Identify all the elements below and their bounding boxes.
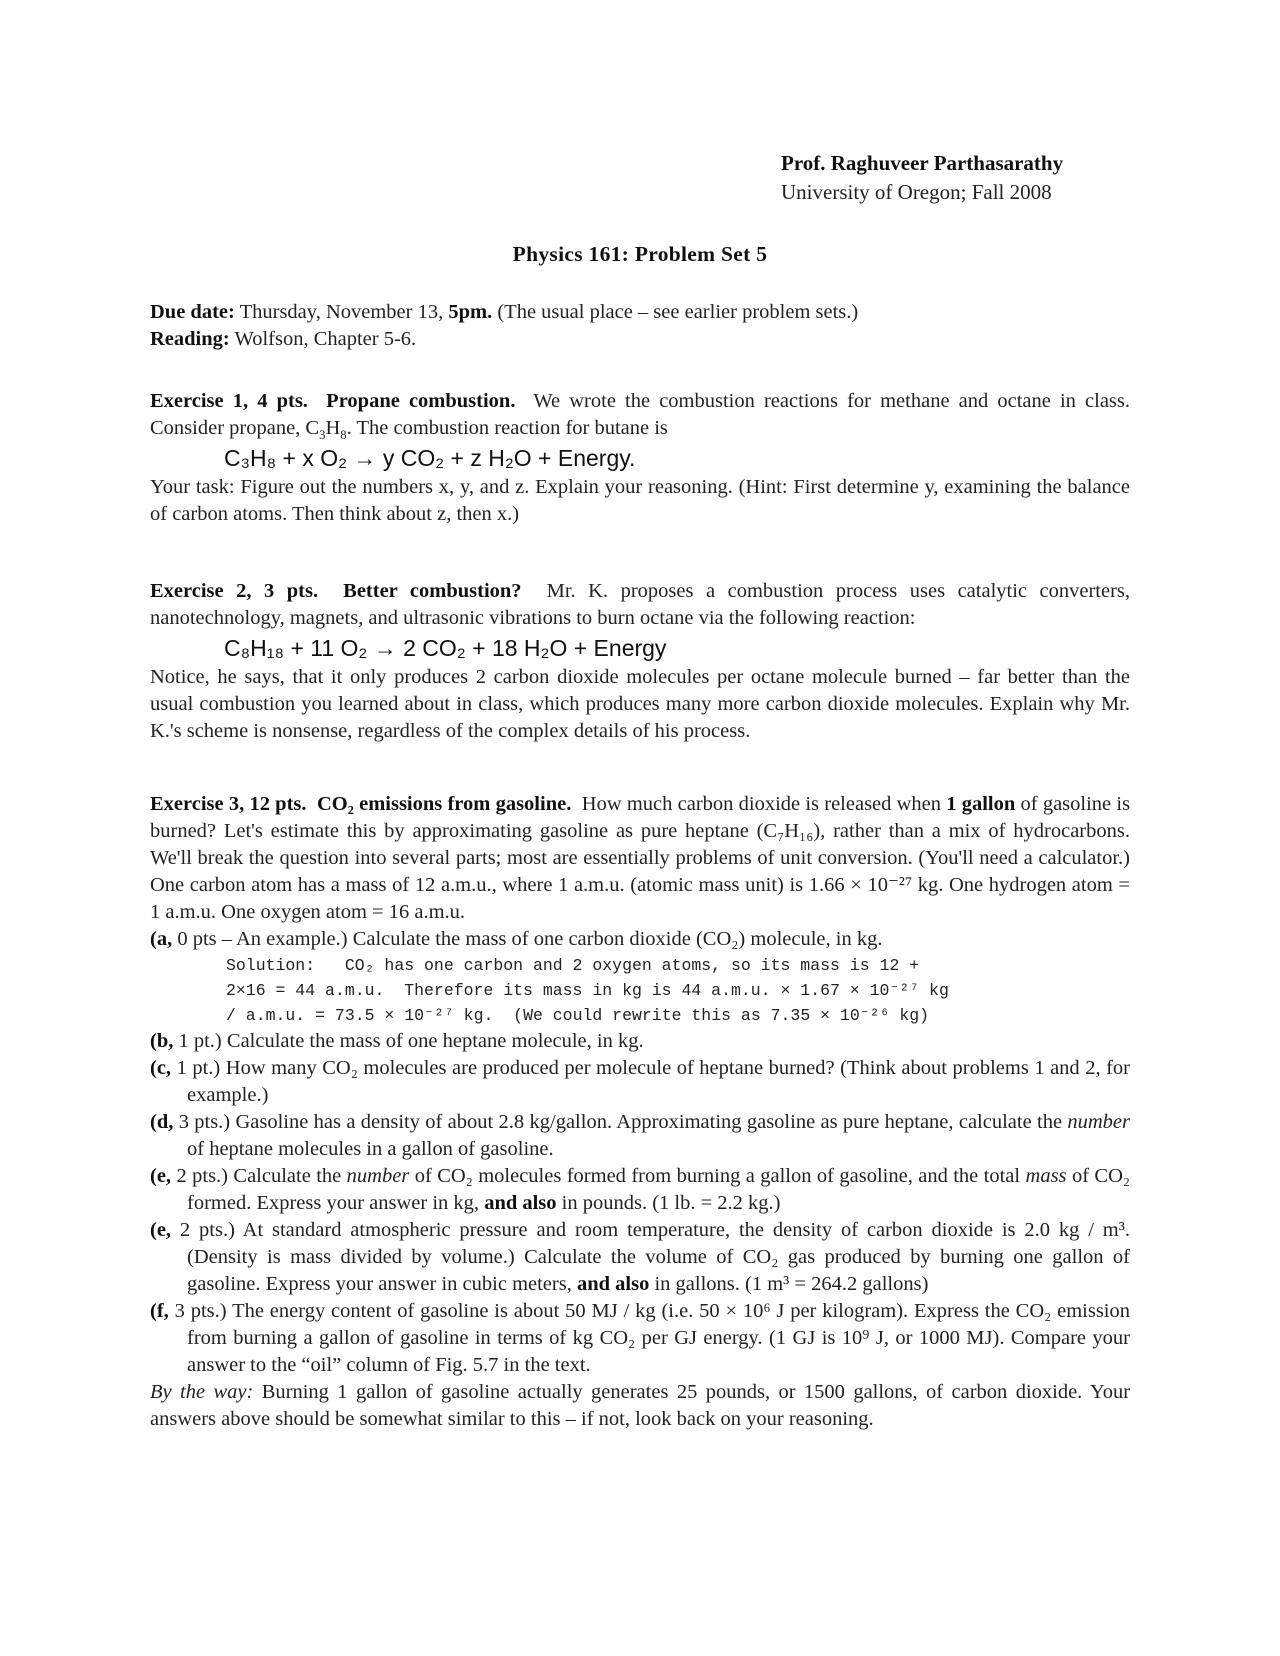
due-line	[150, 299, 1130, 326]
by-the-way	[150, 1379, 1130, 1433]
exercise-2-equation: C₈H₁₈ + 11 O₂ → 2 CO₂ + 18 H₂O + Energy	[224, 635, 667, 661]
reading-label: Reading:	[150, 328, 230, 350]
exercise-3-label: Exercise 3, 12 pts.	[150, 793, 307, 815]
part-c-label: (c,	[150, 1057, 172, 1079]
part-f-label: (f,	[150, 1300, 169, 1322]
part-e2-label: (e,	[150, 1219, 172, 1241]
part-b-points: 1 pt.)	[178, 1030, 222, 1052]
exercise-1-topic: Propane combustion.	[326, 390, 516, 412]
part-e1-text-d: in pounds. (1 lb. = 2.2 kg.)	[561, 1192, 781, 1214]
part-a	[150, 926, 1130, 953]
part-c-points: 1 pt.)	[176, 1057, 221, 1079]
exercise-3-intro-bold: 1 gallon	[946, 793, 1016, 815]
exercise-3-topic: CO₂ emissions from gasoline.	[316, 793, 572, 815]
exercise-3-intro	[150, 791, 1130, 926]
part-e1	[150, 1163, 1130, 1217]
by-the-way-label: By the way:	[150, 1381, 254, 1403]
page-title: Physics 161: Problem Set 5	[512, 242, 768, 266]
exercise-2-body: Notice, he says, that it only produces 2 carbon dioxide molecules per octane molecule burned – far better than the usual combustion you learned about in class, which produces many more carbon dioxide molecules. Explain why Mr. K.'s scheme is nonsense, regardless of the complex details of his process.	[150, 666, 1130, 742]
part-e1-label: (e,	[150, 1165, 172, 1187]
solution-line-3: / a.m.u. = 73.5 × 10⁻²⁷ kg. (We could rewrite this as 7.35 × 10⁻²⁶ kg)	[226, 1006, 930, 1025]
exercise-1	[150, 388, 1130, 528]
exercise-2	[150, 578, 1130, 745]
part-b	[150, 1028, 1130, 1055]
exercise-2-intro	[150, 578, 1130, 632]
part-e1-text-b: of CO₂ molecules formed from burning a gallon of gasoline, and the total	[414, 1165, 1021, 1187]
exercise-3	[150, 791, 1130, 1433]
exercise-2-topic: Better combustion?	[343, 580, 522, 602]
part-d-label: (d,	[150, 1111, 174, 1133]
part-b-label: (b,	[150, 1030, 174, 1052]
part-e1-emphasis-2: mass	[1025, 1165, 1067, 1187]
part-d-text-b: of heptane molecules in a gallon of gasoline.	[187, 1138, 554, 1160]
part-a-points: 0 pts – An example.)	[177, 928, 348, 950]
exercise-1-equation: C₃H₈ + x O₂ → y CO₂ + z H₂O + Energy.	[224, 445, 636, 471]
exercise-2-text: Mr. K. proposes a combustion process uses catalytic converters, nanotechnology, magnets, and ultrasonic vibrations to burn octane via the following reaction:	[150, 580, 1131, 629]
part-d	[150, 1109, 1130, 1163]
reading-line	[150, 326, 1130, 353]
exercise-1-task: Your task: Figure out the numbers x, y, and z. Explain your reasoning. (Hint: First determine y, examining the balance of carbon atoms. Then think about z, then x.)	[150, 476, 1130, 525]
part-e2-text-a: At standard atmospheric pressure and room temperature, the density of carbon dioxide is 2.0 kg / m³. (Density is mass divided by volume.) Calculate the volume of CO₂ gas produced by burning one gallon of gasoline. Express your answer in cubic meters,	[187, 1219, 1131, 1295]
part-e2-points: 2 pts.)	[179, 1219, 235, 1241]
exercise-1-text-h: H	[325, 417, 341, 439]
part-e1-bold: and also	[484, 1192, 557, 1214]
part-e1-emphasis: number	[346, 1165, 410, 1187]
part-f-points: 3 pts.)	[174, 1300, 227, 1322]
due-block	[150, 299, 1130, 353]
exercise-2-label: Exercise 2, 3 pts.	[150, 580, 319, 602]
part-a-text: Calculate the mass of one carbon dioxide (CO₂) molecule, in kg.	[352, 928, 883, 950]
part-d-points: 3 pts.)	[178, 1111, 231, 1133]
due-time: 5pm.	[448, 301, 493, 323]
part-e2-text-b: in gallons. (1 m³ = 264.2 gallons)	[654, 1273, 929, 1295]
exercise-3-intro-b: of gasoline is burned? Let's estimate this by approximating gasoline as pure heptane (C₇H₁₆), rather than a mix of hydrocarbons. We'll break the question into several parts; most are essentially problems of unit conversion. (You'll need a calculator.) One carbon atom has a mass of 12 a.m.u., where 1 a.m.u. (atomic mass unit) is 1.66 × 10⁻²⁷ kg. One hydrogen atom = 1 a.m.u. One oxygen atom = 16 a.m.u.	[150, 793, 1131, 923]
exercise-1-label: Exercise 1, 4 pts.	[150, 390, 308, 412]
part-c-text: How many CO₂ molecules are produced per molecule of heptane burned? (Think about problems 1 and 2, for example.)	[187, 1057, 1131, 1106]
part-e2-bold: and also	[576, 1273, 650, 1295]
author-block	[781, 149, 1063, 207]
part-d-emphasis: number	[1067, 1111, 1131, 1133]
reading-value: Wolfson, Chapter 5-6.	[234, 328, 417, 350]
exercise-1-text-end: . The combustion reaction for butane is	[346, 417, 668, 439]
part-b-text: Calculate the mass of one heptane molecule, in kg.	[226, 1030, 644, 1052]
solution-line-2: 2×16 = 44 a.m.u. Therefore its mass in kg is 44 a.m.u. × 1.67 × 10⁻²⁷ kg	[226, 981, 949, 1000]
by-the-way-text: Burning 1 gallon of gasoline actually generates 25 pounds, or 1500 gallons, of carbon dioxide. Your answers above should be somewhat similar to this – if not, look back on your reasoning.	[150, 1381, 1131, 1430]
part-e2	[150, 1217, 1130, 1298]
due-label: Due date:	[150, 301, 235, 323]
part-c	[150, 1055, 1130, 1109]
part-e1-text-a: Calculate the	[233, 1165, 342, 1187]
due-note: (The usual place – see earlier problem sets.)	[497, 301, 859, 323]
solution-line-1: Solution: CO₂ has one carbon and 2 oxygen atoms, so its mass is 12 +	[226, 956, 920, 975]
part-a-label: (a,	[150, 928, 173, 950]
author-name: Prof. Raghuveer Parthasarathy	[781, 151, 1064, 175]
author-affiliation: University of Oregon; Fall 2008	[781, 180, 1052, 204]
part-f	[150, 1298, 1130, 1379]
part-d-text-a: Gasoline has a density of about 2.8 kg/gallon. Approximating gasoline as pure heptane, calculate the	[235, 1111, 1063, 1133]
exercise-3-intro-a: How much carbon dioxide is released when	[581, 793, 942, 815]
part-e1-points: 2 pts.)	[176, 1165, 228, 1187]
exercise-1-text: We wrote the combustion reactions for methane and octane in class. Consider propane, C	[150, 390, 1131, 439]
part-e1-text-c: of CO₂ formed. Express your answer in kg,	[187, 1165, 1131, 1214]
exercise-1-intro: Exercise 1, 4 pts. Propane combustion. We wrote the combustion reactions for methane and octane in class. Consider propane, $C_3H_8$. The combustion reaction for butane is	[150, 390, 1131, 443]
due-value: Thursday, November 13,	[239, 301, 444, 323]
part-f-text: The energy content of gasoline is about 50 MJ / kg (i.e. 50 × 10⁶ J per kilogram). Express the CO₂ emission from burning a gallon of gasoline in terms of kg CO₂ per GJ energy. (1 GJ is 10⁹ J, or 1000 MJ). Compare your answer to the “oil” column of Fig. 5.7 in the text.	[187, 1300, 1131, 1376]
